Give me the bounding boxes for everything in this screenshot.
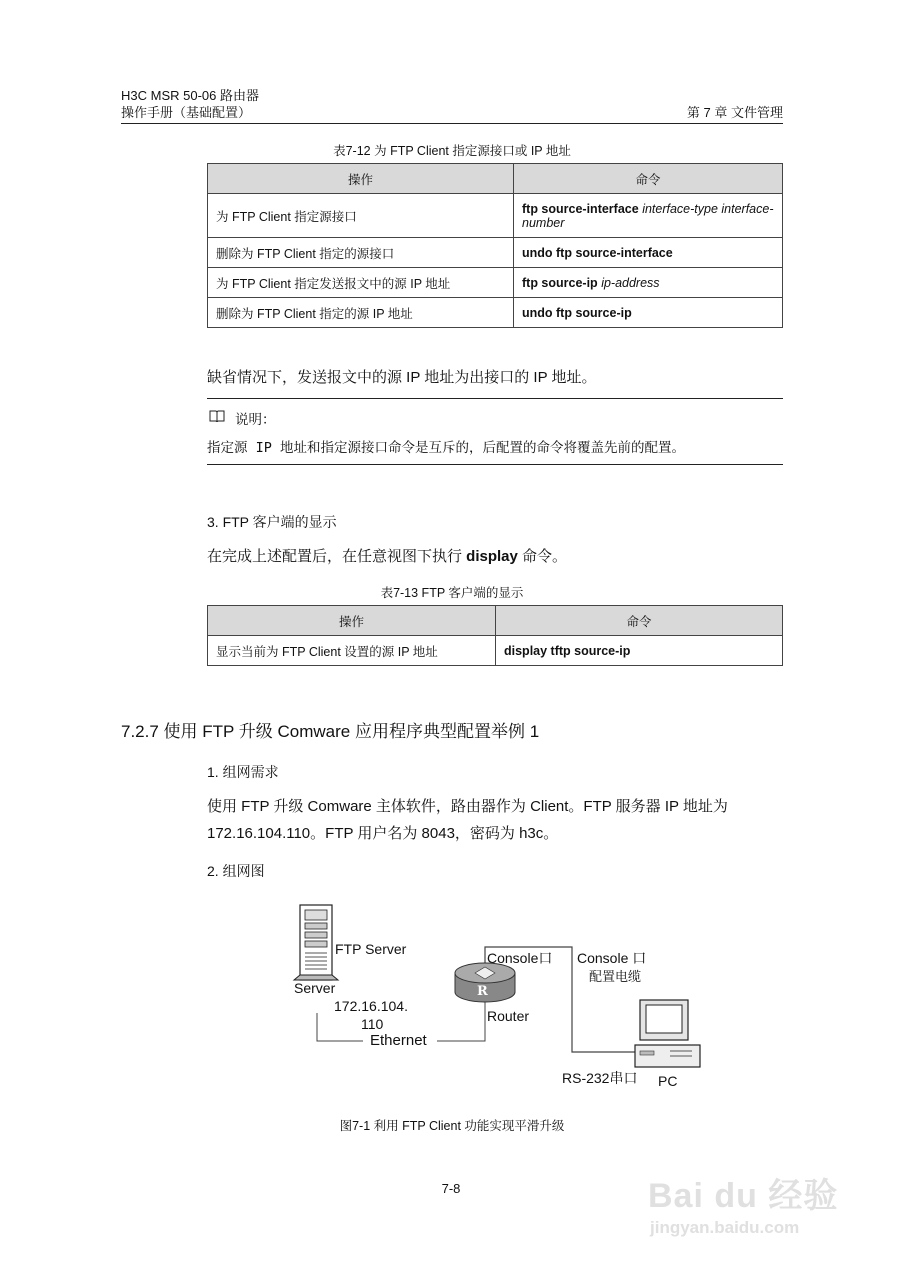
table-row <box>208 268 783 298</box>
diagram-pc: PC <box>658 1073 678 1089</box>
table-row <box>208 194 783 238</box>
table1-header-op: 操作 <box>208 164 514 194</box>
section727-sub2: 2. 组网图 <box>207 863 265 879</box>
diagram-server: Server <box>294 980 336 996</box>
note-bottom-rule <box>207 464 783 465</box>
diagram-console-cable-line2: 配置电缆 <box>589 969 642 984</box>
table1-cell-op: 删除为 FTP Client 指定的源 IP 地址 <box>208 298 514 328</box>
table1-cell-cmd: ftp source-interface interface-type interface-number <box>514 194 783 238</box>
book-icon <box>209 409 225 422</box>
page-number: 7-8 <box>441 1181 461 1196</box>
section727-heading: 7.2.7 使用 FTP 升级 Comware 应用程序典型配置举例 1 <box>121 722 540 741</box>
section3-heading: 3. FTP 客户端的显示 <box>207 514 337 530</box>
default-statement: 缺省情况下，发送报文中的源 IP 地址为出接口的 IP 地址。 <box>207 369 597 386</box>
pc-icon <box>635 1000 700 1067</box>
diagram-console-cable-line1: Console 口 <box>577 950 647 966</box>
header-rule <box>121 123 783 124</box>
note-top-rule <box>207 398 783 399</box>
header-chapter: 第 7 章 文件管理 <box>686 105 783 120</box>
diagram-ftp-server: FTP Server <box>335 941 407 957</box>
section727-sub1: 1. 组网需求 <box>207 764 279 780</box>
table2-caption: 表7-13 FTP 客户端的显示 <box>380 586 524 600</box>
section3-text: 在完成上述配置后，在任意视图下执行 display 命令。 <box>207 548 568 565</box>
diagram-ip-line1: 172.16.104. <box>334 998 408 1014</box>
table1-cell-cmd: ftp source-ip ip-address <box>514 268 783 298</box>
table-row <box>208 636 783 666</box>
server-icon <box>294 905 338 980</box>
section727-para-line1: 使用 FTP 升级 Comware 主体软件，路由器作为 Client。FTP 服务器 IP 地址为 <box>207 798 728 815</box>
diagram-ethernet: Ethernet <box>370 1032 427 1049</box>
diagram-console-port: Console口 <box>487 950 553 966</box>
watermark-brand: Bai du 经验 <box>648 1177 839 1215</box>
table-row <box>208 238 783 268</box>
section727-para-line2: 172.16.104.110。FTP 用户名为 8043，密码为 h3c。 <box>207 825 559 842</box>
diagram-rs232: RS-232串口 <box>562 1070 638 1086</box>
header-product: H3C MSR 50-06 路由器 <box>121 88 259 103</box>
table1-cell-op: 为 FTP Client 指定源接口 <box>208 194 514 238</box>
table-row <box>208 298 783 328</box>
network-diagram <box>280 895 740 1095</box>
table1-cell-cmd: undo ftp source-ip <box>514 298 783 328</box>
table2-header-cmd: 命令 <box>496 606 783 636</box>
diagram-ip-line2: 110 <box>361 1016 384 1032</box>
table1-cell-op: 为 FTP Client 指定发送报文中的源 IP 地址 <box>208 268 514 298</box>
table2-cell-cmd: display tftp source-ip <box>496 636 783 666</box>
diagram-router: Router <box>487 1008 530 1024</box>
table2 <box>207 605 783 666</box>
note-title: 说明： <box>235 412 276 427</box>
note-text: 指定源 IP 地址和指定源接口命令是互斥的，后配置的命令将覆盖先前的配置。 <box>207 440 686 456</box>
table1-cell-cmd: undo ftp source-interface <box>514 238 783 268</box>
table1-header-cmd: 命令 <box>514 164 783 194</box>
figure-caption: 图7-1 利用 FTP Client 功能实现平滑升级 <box>339 1119 565 1133</box>
diagram-router-glyph: R <box>477 984 488 999</box>
table2-cell-op: 显示当前为 FTP Client 设置的源 IP 地址 <box>208 636 496 666</box>
table1 <box>207 163 783 328</box>
header-manual: 操作手册（基础配置） <box>121 105 252 120</box>
table1-caption: 表7-12 为 FTP Client 指定源接口或 IP 地址 <box>333 144 571 158</box>
watermark-url: jingyan.baidu.com <box>650 1218 800 1237</box>
table1-cell-op: 删除为 FTP Client 指定的源接口 <box>208 238 514 268</box>
table2-header-op: 操作 <box>208 606 496 636</box>
